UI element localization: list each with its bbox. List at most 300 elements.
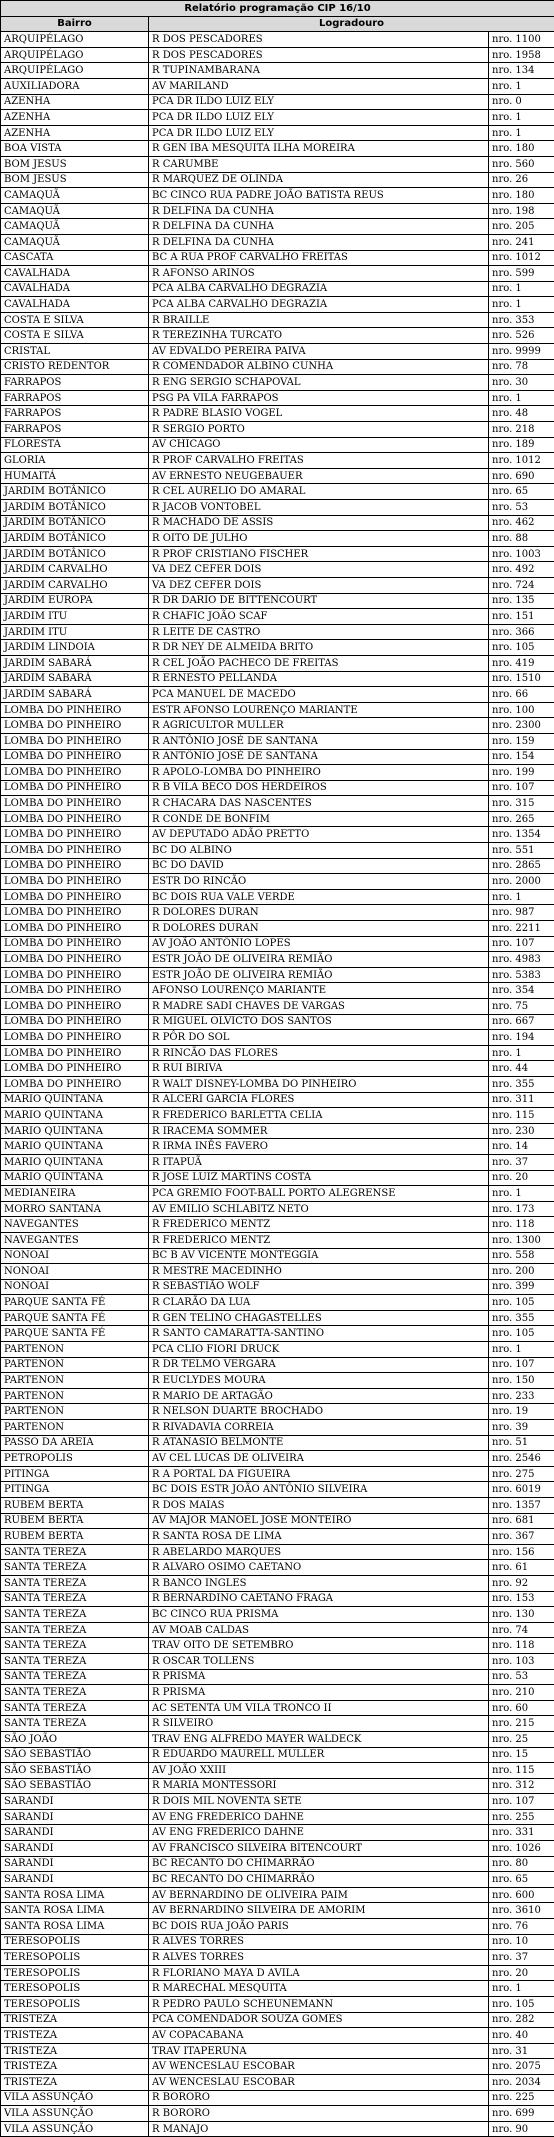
logradouro-cell: R DR NEY DE ALMEIDA BRITO bbox=[149, 640, 489, 656]
table-row bbox=[1, 889, 554, 905]
logradouro-cell: AV BERNARDINO SILVEIRA DE AMORIM bbox=[149, 1903, 489, 1919]
table-row bbox=[1, 1809, 554, 1825]
table-row bbox=[1, 1342, 554, 1358]
logradouro-cell: R JOSE LUIZ MARTINS COSTA bbox=[149, 1170, 489, 1186]
table-row bbox=[1, 671, 554, 687]
logradouro-cell: R NELSON DUARTE BROCHADO bbox=[149, 1404, 489, 1420]
logradouro-cell: AFONSO LOURENÇO MARIANTE bbox=[149, 983, 489, 999]
bairro-cell: BOM JESUS bbox=[1, 172, 149, 188]
bairro-cell: LOMBA DO PINHEIRO bbox=[1, 843, 149, 859]
numero-cell: nro. 1 bbox=[489, 125, 554, 141]
numero-cell: nro. 44 bbox=[489, 1061, 554, 1077]
logradouro-cell: R DR DARIO DE BITTENCOURT bbox=[149, 593, 489, 609]
logradouro-cell: R DELFINA DA CUNHA bbox=[149, 234, 489, 250]
bairro-cell: SANTA TEREZA bbox=[1, 1638, 149, 1654]
logradouro-cell: R WALT DISNEY-LOMBA DO PINHEIRO bbox=[149, 1076, 489, 1092]
logradouro-cell: BC RECANTO DO CHIMARRÃO bbox=[149, 1872, 489, 1888]
logradouro-cell: R PÔR DO SOL bbox=[149, 1030, 489, 1046]
table-row bbox=[1, 1731, 554, 1747]
bairro-cell: FARRAPOS bbox=[1, 422, 149, 438]
numero-cell: nro. 1 bbox=[489, 78, 554, 94]
logradouro-cell: R PEDRO PAULO SCHEUNEMANN bbox=[149, 1997, 489, 2013]
table-row bbox=[1, 733, 554, 749]
table-row bbox=[1, 1560, 554, 1576]
numero-cell: nro. 1 bbox=[489, 297, 554, 313]
bairro-cell: TERESOPOLIS bbox=[1, 1950, 149, 1966]
bairro-cell: AZENHA bbox=[1, 110, 149, 126]
logradouro-cell: AV WENCESLAU ESCOBAR bbox=[149, 2059, 489, 2075]
table-row bbox=[1, 1841, 554, 1857]
numero-cell: nro. 151 bbox=[489, 609, 554, 625]
bairro-cell: LOMBA DO PINHEIRO bbox=[1, 952, 149, 968]
numero-cell: nro. 399 bbox=[489, 1279, 554, 1295]
bairro-cell: BOM JESUS bbox=[1, 156, 149, 172]
table-row bbox=[1, 297, 554, 313]
bairro-cell: LOMBA DO PINHEIRO bbox=[1, 967, 149, 983]
numero-cell: nro. 2546 bbox=[489, 1451, 554, 1467]
numero-cell: nro. 1 bbox=[489, 889, 554, 905]
logradouro-cell: PCA DR ILDO LUIZ ELY bbox=[149, 110, 489, 126]
logradouro-cell: R TEREZINHA TURCATO bbox=[149, 328, 489, 344]
table-row bbox=[1, 515, 554, 531]
table-row bbox=[1, 624, 554, 640]
numero-cell: nro. 1003 bbox=[489, 546, 554, 562]
title-row bbox=[1, 1, 554, 17]
bairro-cell: TRISTEZA bbox=[1, 2043, 149, 2059]
table-row bbox=[1, 1919, 554, 1935]
bairro-cell: ARQUIPÉLAGO bbox=[1, 32, 149, 48]
table-row bbox=[1, 1310, 554, 1326]
bairro-cell: LOMBA DO PINHEIRO bbox=[1, 936, 149, 952]
bairro-cell: SÃO JOÃO bbox=[1, 1731, 149, 1747]
logradouro-cell: R FREDERICO BARLETTA CELIA bbox=[149, 1108, 489, 1124]
bairro-cell: AUXILIADORA bbox=[1, 78, 149, 94]
bairro-cell: SANTA ROSA LIMA bbox=[1, 1887, 149, 1903]
table-row bbox=[1, 2090, 554, 2106]
logradouro-cell: AV MOAB CALDAS bbox=[149, 1622, 489, 1638]
logradouro-cell: R RINCÃO DAS FLORES bbox=[149, 1045, 489, 1061]
table-row bbox=[1, 718, 554, 734]
numero-cell: nro. 354 bbox=[489, 983, 554, 999]
logradouro-cell: R PRISMA bbox=[149, 1669, 489, 1685]
logradouro-cell: R ATANASIO BELMONTE bbox=[149, 1435, 489, 1451]
numero-cell: nro. 88 bbox=[489, 531, 554, 547]
numero-cell: nro. 156 bbox=[489, 1544, 554, 1560]
numero-cell: nro. 153 bbox=[489, 1591, 554, 1607]
logradouro-cell: PCA MANUEL DE MACEDO bbox=[149, 687, 489, 703]
bairro-cell: SARANDI bbox=[1, 1825, 149, 1841]
numero-cell: nro. 492 bbox=[489, 562, 554, 578]
bairro-cell: SANTA TEREZA bbox=[1, 1575, 149, 1591]
bairro-cell: LOMBA DO PINHEIRO bbox=[1, 889, 149, 905]
numero-cell: nro. 205 bbox=[489, 219, 554, 235]
numero-cell: nro. 53 bbox=[489, 500, 554, 516]
table-row bbox=[1, 655, 554, 671]
bairro-cell: PETROPOLIS bbox=[1, 1451, 149, 1467]
bairro-cell: FARRAPOS bbox=[1, 375, 149, 391]
bairro-cell: LOMBA DO PINHEIRO bbox=[1, 827, 149, 843]
numero-cell: nro. 30 bbox=[489, 375, 554, 391]
logradouro-cell: R DOS MAIAS bbox=[149, 1498, 489, 1514]
logradouro-cell: R DOS PESCADORES bbox=[149, 47, 489, 63]
table-row bbox=[1, 1825, 554, 1841]
numero-cell: nro. 1012 bbox=[489, 453, 554, 469]
numero-cell: nro. 0 bbox=[489, 94, 554, 110]
logradouro-cell: BC DOIS RUA VALE VERDE bbox=[149, 889, 489, 905]
numero-cell: nro. 199 bbox=[489, 765, 554, 781]
numero-cell: nro. 19 bbox=[489, 1404, 554, 1420]
table-row bbox=[1, 2106, 554, 2122]
table-row bbox=[1, 1965, 554, 1981]
numero-cell: nro. 15 bbox=[489, 1747, 554, 1763]
table-row bbox=[1, 453, 554, 469]
table-row bbox=[1, 1700, 554, 1716]
bairro-cell: COSTA E SILVA bbox=[1, 328, 149, 344]
logradouro-cell: R ITAPUÃ bbox=[149, 1154, 489, 1170]
bairro-cell: MARIO QUINTANA bbox=[1, 1170, 149, 1186]
table-row bbox=[1, 983, 554, 999]
logradouro-cell: R CHAFIC JOÃO SCAF bbox=[149, 609, 489, 625]
table-row bbox=[1, 905, 554, 921]
logradouro-cell: R BERNARDINO CAETANO FRAGA bbox=[149, 1591, 489, 1607]
bairro-cell: SANTA TEREZA bbox=[1, 1685, 149, 1701]
bairro-cell: LOMBA DO PINHEIRO bbox=[1, 749, 149, 765]
bairro-cell: RUBEM BERTA bbox=[1, 1529, 149, 1545]
numero-cell: nro. 1012 bbox=[489, 250, 554, 266]
table-row bbox=[1, 1575, 554, 1591]
logradouro-cell: R DOLORES DURAN bbox=[149, 905, 489, 921]
bairro-cell: JARDIM LINDOIA bbox=[1, 640, 149, 656]
table-row bbox=[1, 1076, 554, 1092]
bairro-cell: TERESOPOLIS bbox=[1, 1934, 149, 1950]
table-row bbox=[1, 1435, 554, 1451]
table-row bbox=[1, 749, 554, 765]
logradouro-cell: R AGRICULTOR MULLER bbox=[149, 718, 489, 734]
table-row bbox=[1, 1451, 554, 1467]
logradouro-cell: R DOLORES DURAN bbox=[149, 921, 489, 937]
bairro-cell: VILA ASSUNÇÃO bbox=[1, 2090, 149, 2106]
table-row bbox=[1, 78, 554, 94]
table-row bbox=[1, 1186, 554, 1202]
bairro-cell: SARANDI bbox=[1, 1856, 149, 1872]
table-row bbox=[1, 1248, 554, 1264]
numero-cell: nro. 265 bbox=[489, 811, 554, 827]
table-row bbox=[1, 765, 554, 781]
numero-cell: nro. 105 bbox=[489, 1295, 554, 1311]
bairro-cell: MARIO QUINTANA bbox=[1, 1108, 149, 1124]
logradouro-cell: R PRISMA bbox=[149, 1685, 489, 1701]
table-row bbox=[1, 1778, 554, 1794]
bairro-cell: SANTA TEREZA bbox=[1, 1544, 149, 1560]
logradouro-cell: AV WENCESLAU ESCOBAR bbox=[149, 2074, 489, 2090]
table-row bbox=[1, 1482, 554, 1498]
numero-cell: nro. 198 bbox=[489, 203, 554, 219]
numero-cell: nro. 115 bbox=[489, 1763, 554, 1779]
numero-cell: nro. 74 bbox=[489, 1622, 554, 1638]
table-row bbox=[1, 593, 554, 609]
numero-cell: nro. 724 bbox=[489, 577, 554, 593]
bairro-cell: LOMBA DO PINHEIRO bbox=[1, 780, 149, 796]
numero-cell: nro. 173 bbox=[489, 1201, 554, 1217]
bairro-cell: SANTA TEREZA bbox=[1, 1560, 149, 1576]
bairro-cell: PARTENON bbox=[1, 1388, 149, 1404]
logradouro-cell: R MADRE SADI CHAVES DE VARGAS bbox=[149, 999, 489, 1015]
table-row bbox=[1, 609, 554, 625]
bairro-cell: CAMAQUÃ bbox=[1, 203, 149, 219]
logradouro-cell: R IRMA INÊS FAVERO bbox=[149, 1139, 489, 1155]
bairro-cell: MARIO QUINTANA bbox=[1, 1123, 149, 1139]
numero-cell: nro. 1 bbox=[489, 281, 554, 297]
bairro-cell: CRISTO REDENTOR bbox=[1, 359, 149, 375]
numero-cell: nro. 92 bbox=[489, 1575, 554, 1591]
bairro-cell: AZENHA bbox=[1, 94, 149, 110]
numero-cell: nro. 154 bbox=[489, 749, 554, 765]
logradouro-cell: R CARUMBE bbox=[149, 156, 489, 172]
numero-cell: nro. 1 bbox=[489, 1981, 554, 1997]
numero-cell: nro. 255 bbox=[489, 1809, 554, 1825]
logradouro-cell: R B VILA BECO DOS HERDEIROS bbox=[149, 780, 489, 796]
bairro-cell: ARQUIPÉLAGO bbox=[1, 47, 149, 63]
column-header-bairro: Bairro bbox=[1, 16, 149, 32]
numero-cell: nro. 6019 bbox=[489, 1482, 554, 1498]
table-row bbox=[1, 546, 554, 562]
logradouro-cell: R FREDERICO MENTZ bbox=[149, 1217, 489, 1233]
table-row bbox=[1, 1264, 554, 1280]
bairro-cell: ARQUIPÉLAGO bbox=[1, 63, 149, 79]
numero-cell: nro. 2000 bbox=[489, 874, 554, 890]
numero-cell: nro. 2865 bbox=[489, 858, 554, 874]
bairro-cell: LOMBA DO PINHEIRO bbox=[1, 796, 149, 812]
table-row bbox=[1, 1123, 554, 1139]
logradouro-cell: R MANAJO bbox=[149, 2121, 489, 2137]
numero-cell: nro. 103 bbox=[489, 1653, 554, 1669]
logradouro-cell: AV MARILAND bbox=[149, 78, 489, 94]
table-row bbox=[1, 125, 554, 141]
table-row bbox=[1, 250, 554, 266]
logradouro-cell: BC DO ALBINO bbox=[149, 843, 489, 859]
numero-cell: nro. 215 bbox=[489, 1716, 554, 1732]
table-row bbox=[1, 1950, 554, 1966]
bairro-cell: LOMBA DO PINHEIRO bbox=[1, 999, 149, 1015]
bairro-cell: LOMBA DO PINHEIRO bbox=[1, 874, 149, 890]
bairro-cell: SANTA TEREZA bbox=[1, 1622, 149, 1638]
bairro-cell: TRISTEZA bbox=[1, 2028, 149, 2044]
logradouro-cell: R IRACEMA SOMMER bbox=[149, 1123, 489, 1139]
numero-cell: nro. 1357 bbox=[489, 1498, 554, 1514]
logradouro-cell: R SILVEIRO bbox=[149, 1716, 489, 1732]
bairro-cell: CAMAQUÃ bbox=[1, 234, 149, 250]
logradouro-cell: TRAV ITAPERUNA bbox=[149, 2043, 489, 2059]
table-row bbox=[1, 1544, 554, 1560]
bairro-cell: LOMBA DO PINHEIRO bbox=[1, 1014, 149, 1030]
numero-cell: nro. 355 bbox=[489, 1076, 554, 1092]
numero-cell: nro. 115 bbox=[489, 1108, 554, 1124]
numero-cell: nro. 100 bbox=[489, 702, 554, 718]
logradouro-cell: TRAV OITO DE SETEMBRO bbox=[149, 1638, 489, 1654]
bairro-cell: TRISTEZA bbox=[1, 2074, 149, 2090]
table-row bbox=[1, 328, 554, 344]
logradouro-cell: R CLARÃO DA LUA bbox=[149, 1295, 489, 1311]
table-row bbox=[1, 1498, 554, 1514]
table-row bbox=[1, 437, 554, 453]
table-row bbox=[1, 1981, 554, 1997]
bairro-cell: PARQUE SANTA FÉ bbox=[1, 1310, 149, 1326]
numero-cell: nro. 1 bbox=[489, 110, 554, 126]
numero-cell: nro. 355 bbox=[489, 1310, 554, 1326]
table-row bbox=[1, 94, 554, 110]
logradouro-cell: R MARIO DE ARTAGÃO bbox=[149, 1388, 489, 1404]
bairro-cell: JARDIM BOTÂNICO bbox=[1, 484, 149, 500]
bairro-cell: SANTA TEREZA bbox=[1, 1716, 149, 1732]
table-row bbox=[1, 2059, 554, 2075]
table-row bbox=[1, 1607, 554, 1623]
bairro-cell: SÃO SEBASTIÃO bbox=[1, 1747, 149, 1763]
numero-cell: nro. 134 bbox=[489, 63, 554, 79]
bairro-cell: CRISTAL bbox=[1, 344, 149, 360]
bairro-cell: LOMBA DO PINHEIRO bbox=[1, 733, 149, 749]
numero-cell: nro. 600 bbox=[489, 1887, 554, 1903]
logradouro-cell: R ALVARO OSIMO CAETANO bbox=[149, 1560, 489, 1576]
logradouro-cell: VA DEZ CEFER DOIS bbox=[149, 562, 489, 578]
bairro-cell: NAVEGANTES bbox=[1, 1232, 149, 1248]
bairro-cell: CAMAQUÃ bbox=[1, 188, 149, 204]
numero-cell: nro. 1100 bbox=[489, 32, 554, 48]
table-row bbox=[1, 422, 554, 438]
table-row bbox=[1, 1622, 554, 1638]
bairro-cell: COSTA E SILVA bbox=[1, 312, 149, 328]
table-row bbox=[1, 312, 554, 328]
logradouro-cell: R GEN TELINO CHAGASTELLES bbox=[149, 1310, 489, 1326]
logradouro-cell: R CONDE DE BONFIM bbox=[149, 811, 489, 827]
logradouro-cell: R RUI BIRIVA bbox=[149, 1061, 489, 1077]
logradouro-cell: AV MAJOR MANOEL JOSE MONTEIRO bbox=[149, 1513, 489, 1529]
table-row bbox=[1, 640, 554, 656]
table-row bbox=[1, 390, 554, 406]
table-row bbox=[1, 2012, 554, 2028]
numero-cell: nro. 37 bbox=[489, 1154, 554, 1170]
table-row bbox=[1, 1357, 554, 1373]
table-row bbox=[1, 344, 554, 360]
numero-cell: nro. 987 bbox=[489, 905, 554, 921]
table-row bbox=[1, 2121, 554, 2137]
numero-cell: nro. 118 bbox=[489, 1217, 554, 1233]
logradouro-cell: R MARECHAL MESQUITA bbox=[149, 1981, 489, 1997]
logradouro-cell: PSG PA VILA FARRAPOS bbox=[149, 390, 489, 406]
bairro-cell: PARQUE SANTA FÉ bbox=[1, 1295, 149, 1311]
logradouro-cell: ESTR JOÃO DE OLIVEIRA REMIÃO bbox=[149, 952, 489, 968]
bairro-cell: PITINGA bbox=[1, 1482, 149, 1498]
numero-cell: nro. 65 bbox=[489, 484, 554, 500]
numero-cell: nro. 667 bbox=[489, 1014, 554, 1030]
table-row bbox=[1, 63, 554, 79]
logradouro-cell: AV DEPUTADO ADÃO PRETTO bbox=[149, 827, 489, 843]
table-row bbox=[1, 999, 554, 1015]
table-row bbox=[1, 1887, 554, 1903]
numero-cell: nro. 37 bbox=[489, 1950, 554, 1966]
numero-cell: nro. 353 bbox=[489, 312, 554, 328]
logradouro-cell: R BORORO bbox=[149, 2090, 489, 2106]
report-table-body bbox=[1, 32, 554, 2137]
table-row bbox=[1, 1763, 554, 1779]
numero-cell: nro. 699 bbox=[489, 2106, 554, 2122]
logradouro-cell: PCA GREMIO FOOT-BALL PORTO ALEGRENSE bbox=[149, 1186, 489, 1202]
numero-cell: nro. 558 bbox=[489, 1248, 554, 1264]
numero-cell: nro. 1 bbox=[489, 1342, 554, 1358]
bairro-cell: SANTA TEREZA bbox=[1, 1700, 149, 1716]
bairro-cell: NONOAI bbox=[1, 1248, 149, 1264]
table-row bbox=[1, 1014, 554, 1030]
table-row bbox=[1, 47, 554, 63]
numero-cell: nro. 419 bbox=[489, 655, 554, 671]
table-row bbox=[1, 484, 554, 500]
report-title: Relatório programação CIP 16/10 bbox=[1, 1, 554, 17]
numero-cell: nro. 26 bbox=[489, 172, 554, 188]
numero-cell: nro. 331 bbox=[489, 1825, 554, 1841]
logradouro-cell: BC CINCO RUA PADRE JOÃO BATISTA REUS bbox=[149, 188, 489, 204]
logradouro-cell: VA DEZ CEFER DOIS bbox=[149, 577, 489, 593]
logradouro-cell: R BRAILLE bbox=[149, 312, 489, 328]
logradouro-cell: R TUPINAMBARANA bbox=[149, 63, 489, 79]
numero-cell: nro. 20 bbox=[489, 1965, 554, 1981]
bairro-cell: JARDIM BOTÂNICO bbox=[1, 500, 149, 516]
logradouro-cell: R AFONSO ARINOS bbox=[149, 266, 489, 282]
table-row bbox=[1, 219, 554, 235]
numero-cell: nro. 65 bbox=[489, 1872, 554, 1888]
numero-cell: nro. 78 bbox=[489, 359, 554, 375]
table-row bbox=[1, 1466, 554, 1482]
table-row bbox=[1, 921, 554, 937]
bairro-cell: MARIO QUINTANA bbox=[1, 1139, 149, 1155]
numero-cell: nro. 2211 bbox=[489, 921, 554, 937]
bairro-cell: SÃO SEBASTIÃO bbox=[1, 1778, 149, 1794]
logradouro-cell: R OSCAR TOLLENS bbox=[149, 1653, 489, 1669]
numero-cell: nro. 200 bbox=[489, 1264, 554, 1280]
bairro-cell: PARTENON bbox=[1, 1420, 149, 1436]
numero-cell: nro. 2034 bbox=[489, 2074, 554, 2090]
bairro-cell: PITINGA bbox=[1, 1466, 149, 1482]
table-row bbox=[1, 702, 554, 718]
table-row bbox=[1, 110, 554, 126]
numero-cell: nro. 25 bbox=[489, 1731, 554, 1747]
numero-cell: nro. 105 bbox=[489, 640, 554, 656]
numero-cell: nro. 2300 bbox=[489, 718, 554, 734]
bairro-cell: SANTA TEREZA bbox=[1, 1653, 149, 1669]
logradouro-cell: R A PORTAL DA FIGUEIRA bbox=[149, 1466, 489, 1482]
bairro-cell: MORRO SANTANA bbox=[1, 1201, 149, 1217]
logradouro-cell: AV EDVALDO PEREIRA PAIVA bbox=[149, 344, 489, 360]
logradouro-cell: R BORORO bbox=[149, 2106, 489, 2122]
logradouro-cell: R DELFINA DA CUNHA bbox=[149, 219, 489, 235]
table-row bbox=[1, 359, 554, 375]
numero-cell: nro. 1 bbox=[489, 390, 554, 406]
bairro-cell: LOMBA DO PINHEIRO bbox=[1, 905, 149, 921]
logradouro-cell: AV FRANCISCO SILVEIRA BITENCOURT bbox=[149, 1841, 489, 1857]
table-row bbox=[1, 1139, 554, 1155]
numero-cell: nro. 2075 bbox=[489, 2059, 554, 2075]
bairro-cell: SARANDI bbox=[1, 1794, 149, 1810]
logradouro-cell: R EUCLYDES MOURA bbox=[149, 1373, 489, 1389]
numero-cell: nro. 107 bbox=[489, 1357, 554, 1373]
bairro-cell: FLORESTA bbox=[1, 437, 149, 453]
bairro-cell: JARDIM BOTÂNICO bbox=[1, 546, 149, 562]
table-row bbox=[1, 858, 554, 874]
logradouro-cell: R ANTÔNIO JOSÉ DE SANTANA bbox=[149, 749, 489, 765]
table-row bbox=[1, 780, 554, 796]
numero-cell: nro. 53 bbox=[489, 1669, 554, 1685]
table-row bbox=[1, 500, 554, 516]
bairro-cell: HUMAITÁ bbox=[1, 468, 149, 484]
bairro-cell: CASCATA bbox=[1, 250, 149, 266]
